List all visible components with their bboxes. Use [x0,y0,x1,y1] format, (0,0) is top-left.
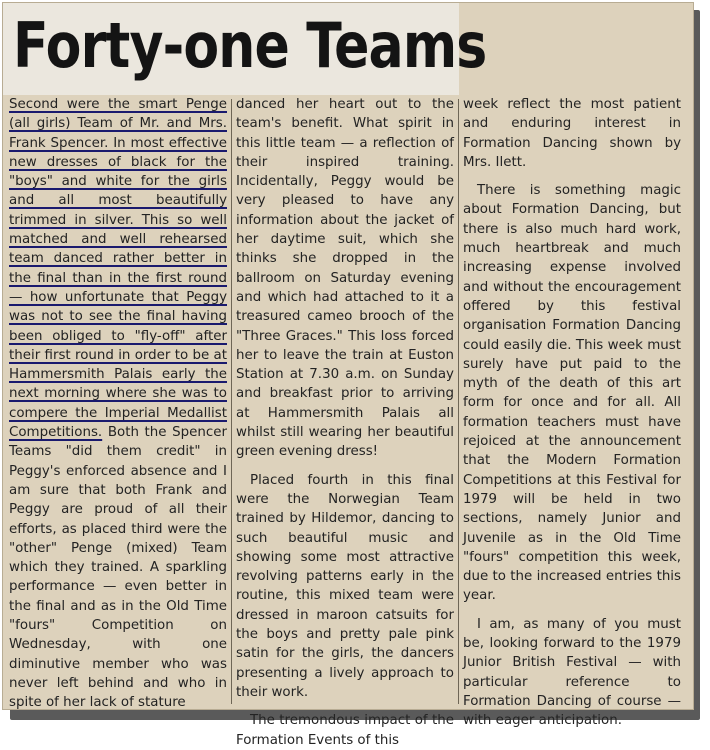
column-2 [236,95,454,750]
column-rule-2 [458,99,459,704]
column-1-rest: Both the Spencer Teams "did them credit" in Peggy's enforced absence and I am sure that both Frank and Peggy are proud of all their efforts, as placed third were the "other" Penge (mixed) Team which they trained. A sparkling performance — even better in the final and as in the Old Time "fours" Competition on Wednesday, with one diminutive member who was never left behind and who in spite of her lack of stature [9,425,227,711]
column-rule-1 [231,99,232,704]
headline-box [3,3,487,95]
column-3-paragraph-2: There is something magic about Formation Dancing, but there is also much hard work, much heartbreak and much increasing expense involved and without the encouragement offered by this festival organisation Formation Dancing could easily die. This week must surely have put paid to the myth of the death of this art form for once and for all. All formation teachers must have rejoiced at the announcement that the Modern Formation Competitions at this Festival for 1979 will be held in two sections, namely Junior and Juvenile as in the Old Time "fours" competition this week, due to the increased entries this year. [463,183,681,604]
column-3 [463,95,681,731]
column-2-paragraph-3: The tremondous impact of the Formation Events of this [236,713,454,748]
column-3-paragraph-1: week reflect the most patient and enduring interest in Formation Dancing shown by Mrs. Ilett. [463,97,681,170]
column-3-paragraph-3: I am, as many of you must be, looking forward to the 1979 Junior British Festival — with particular reference to Formation Dancing of course — with eager anticipation. [463,616,681,729]
column-2-paragraph-1: danced her heart out to the team's benefit. What spirit in this little team — a reflection of their inspired training. Incidentally, Peggy would be very pleased to have any information about the jacket of her daytime suit, which she thinks she dropped in the ballroom on Saturday evening and which had attached to it a treasured cameo brooch of the "Three Graces." This loss forced her to leave the train at Euston Station at 7.30 a.m. on Sunday and breakfast prior to arriving at Hammersmith Palais all whilst still wearing her beautiful green evening dress! [236,97,454,460]
newspaper-clipping [2,2,694,748]
column-2-paragraph-2: Placed fourth in this final were the Norwegian Team trained by Hildemor, dancing to such beautiful music and showing some most attractive revolving patterns early in the routine, this mixed team were dressed in maroon catsuits for the boys and pretty pale pink satin for the girls, the dancers presenting a lively approach to their work. [236,472,454,700]
column-1 [9,95,227,713]
underlined-passage: Second were the smart Penge (all girls) Team of Mr. and Mrs. Frank Spencer. In most effective new dresses of black for the "boys" and white for the girls and all most beautifully trimmed in silver. This so well matched and well rehearsed team danced rather better in the final than in the first round — how unfortunate that Peggy was not to see the final having been obliged to "fly-off" after their first round in order to be at Hammersmith Palais early the next morning where she was to compere the Imperial Medallist Competitions. [9,97,227,441]
headline: Forty-one Teams [13,9,487,82]
column-1-paragraph [9,95,227,713]
